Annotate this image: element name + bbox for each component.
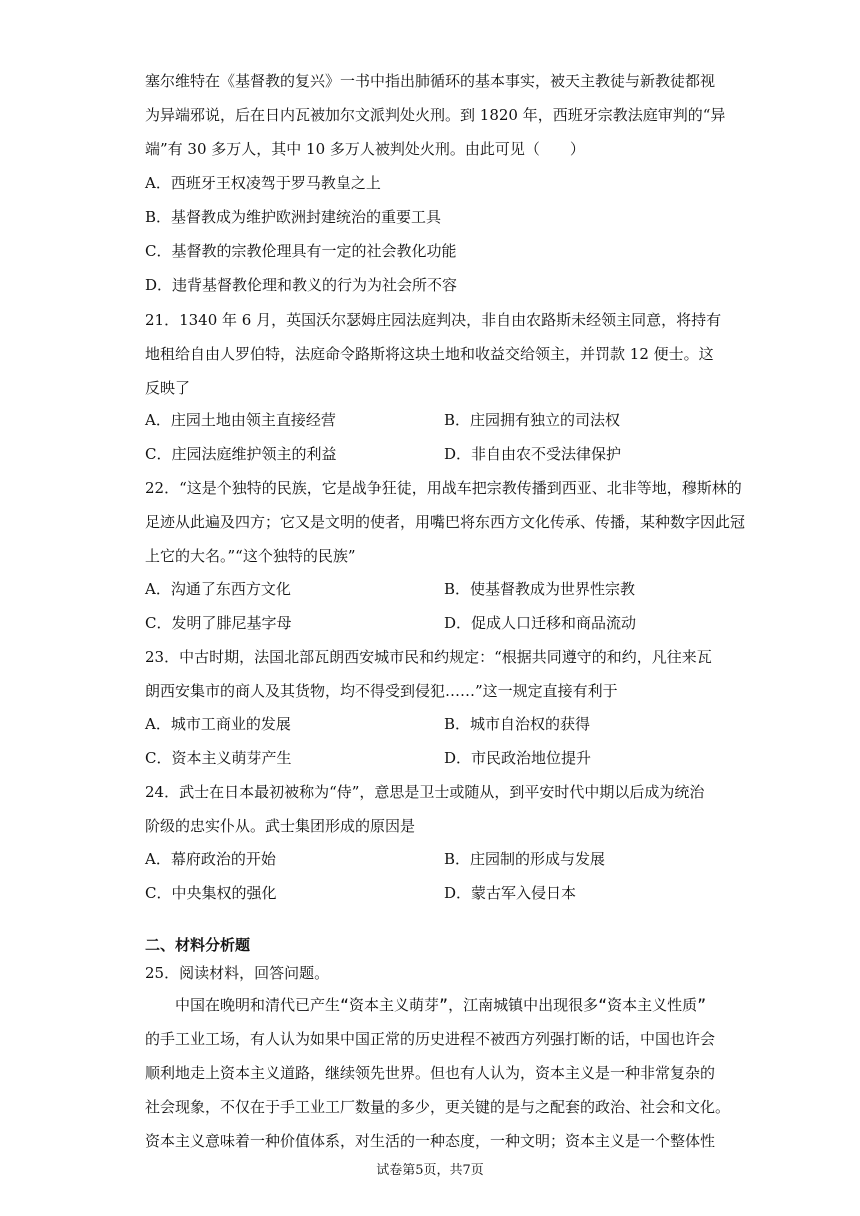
q21-line-1: 21．1340 年 6 月，英国沃尔瑟姆庄园法庭判决，非自由农路斯未经领主同意，将持有 <box>145 311 722 329</box>
q24-option-d: D．蒙古军入侵日本 <box>444 884 577 902</box>
q22-option-c: C．发明了腓尼基字母 <box>145 614 292 632</box>
q21-option-d: D．非自由农不受法律保护 <box>444 445 622 463</box>
q23-option-d: D．市民政治地位提升 <box>444 749 592 767</box>
q25-prompt: 25．阅读材料，回答问题。 <box>145 964 330 982</box>
q22-option-d: D．促成人口迁移和商品流动 <box>444 614 637 632</box>
q24-line-1: 24．武士在日本最初被称为“侍”，意思是卫士或随从，到平安时代中期以后成为统治 <box>145 783 705 801</box>
q23-option-c: C．资本主义萌芽产生 <box>145 749 292 767</box>
q22-option-b: B．使基督教成为世界性宗教 <box>444 580 636 598</box>
q20-option-c: C．基督教的宗教伦理具有一定的社会教化功能 <box>145 242 457 260</box>
q22-line-1: 22．“这是个独特的民族，它是战争狂徒，用战车把宗教传播到西亚、北非等地，穆斯林的 <box>145 479 742 497</box>
q23-line-2: 朗西安集市的商人及其货物，均不得受到侵犯……”这一规定直接有利于 <box>145 682 618 700</box>
q23-option-b: B．城市自治权的获得 <box>444 715 591 733</box>
q23-option-a: A．城市工商业的发展 <box>145 715 291 733</box>
section-heading: 二、材料分析题 <box>145 936 251 954</box>
q23-line-1: 23．中古时期，法国北部瓦朗西安城市民和约规定：“根据共同遵守的和约，凡往来瓦 <box>145 648 712 666</box>
q24-option-b: B．庄园制的形成与发展 <box>444 850 606 868</box>
q22-line-2: 足迹从此遍及四方；它又是文明的使者，用嘴巴将东西方文化传承、传播，某种数字因此冠 <box>145 513 746 531</box>
q25-passage-line-1: 中国在晚明和清代已产生“资本主义萌芽”，江南城镇中出现很多“资本主义性质” <box>145 996 707 1014</box>
q24-option-c: C．中央集权的强化 <box>145 884 277 902</box>
q20-line-1: 塞尔维特在《基督教的复兴》一书中指出肺循环的基本事实，被天主教徒与新教徒都视 <box>145 72 716 90</box>
q22-option-a: A．沟通了东西方文化 <box>145 580 291 598</box>
q24-line-2: 阶级的忠实仆从。武士集团形成的原因是 <box>145 817 416 835</box>
q21-line-3: 反映了 <box>145 379 191 397</box>
q21-line-2: 地租给自由人罗伯特，法庭命令路斯将这块土地和收益交给领主，并罚款 12 便士。这 <box>145 345 714 363</box>
q25-passage-line-2: 的手工业工场，有人认为如果中国正常的历史进程不被西方列强打断的话，中国也许会 <box>145 1030 716 1048</box>
q22-line-3: 上它的大名。”“这个独特的民族” <box>145 547 356 565</box>
q20-option-b: B．基督教成为维护欧洲封建统治的重要工具 <box>145 208 442 226</box>
q20-option-d: D．违背基督教伦理和教义的行为为社会所不容 <box>145 276 458 294</box>
q24-option-a: A．幕府政治的开始 <box>145 850 276 868</box>
q21-option-a: A．庄园土地由领主直接经营 <box>145 411 336 429</box>
q20-line-3: 端”有 30 多万人，其中 10 多万人被判处火刑。由此可见（ ） <box>145 140 585 158</box>
q25-passage-line-5: 资本主义意味着一种价值体系，对生活的一种态度，一种文明；资本主义是一个整体性 <box>145 1132 716 1150</box>
q25-passage-line-3: 顺利地走上资本主义道路，继续领先世界。但也有人认为，资本主义是一种非常复杂的 <box>145 1064 716 1082</box>
page-footer: 试卷第5页，共7页 <box>376 1163 484 1178</box>
q21-option-c: C．庄园法庭维护领主的利益 <box>145 445 337 463</box>
q21-option-b: B．庄园拥有独立的司法权 <box>444 411 621 429</box>
q25-passage-line-4: 社会现象，不仅在于手工业工厂数量的多少，更关键的是与之配套的政治、社会和文化。 <box>145 1098 731 1116</box>
q20-line-2: 为异端邪说，后在日内瓦被加尔文派判处火刑。到 1820 年，西班牙宗教法庭审判的“异 <box>145 106 726 124</box>
q20-option-a: A．西班牙王权凌驾于罗马教皇之上 <box>145 174 381 192</box>
